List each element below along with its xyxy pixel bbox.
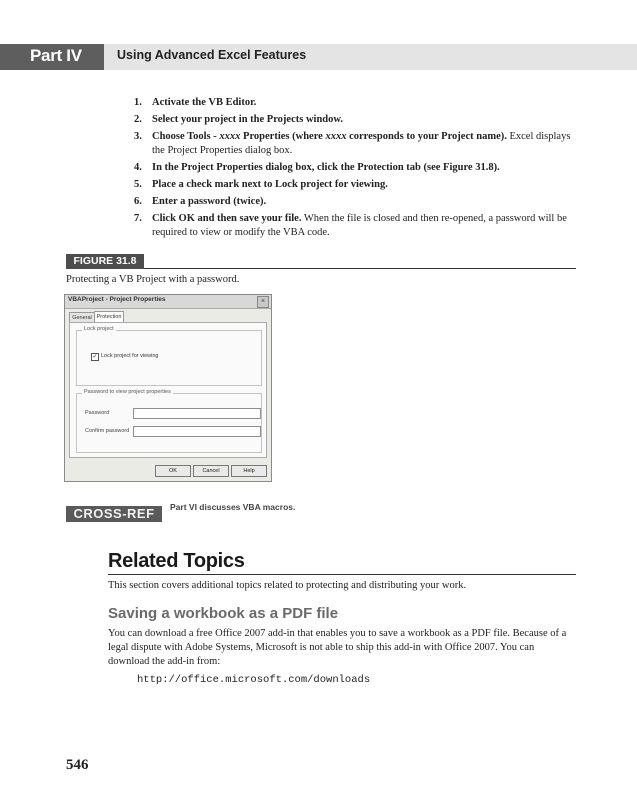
page-number: 546	[66, 757, 89, 773]
download-url: http://office.microsoft.com/downloads	[137, 674, 371, 686]
figure-caption: Protecting a VB Project with a password.	[66, 274, 240, 285]
dialog-title: VBAProject - Project Properties	[68, 296, 166, 303]
close-icon[interactable]: ×	[257, 296, 269, 308]
lock-project-group	[76, 326, 262, 386]
password-legend: Password to view project properties	[84, 389, 171, 395]
confirm-password-input[interactable]	[133, 426, 261, 437]
cancel-button[interactable]: Cancel	[193, 465, 229, 477]
password-group	[76, 389, 262, 453]
steps-list	[134, 96, 580, 243]
figure-label: FIGURE 31.8	[66, 254, 144, 269]
pdf-section-body: You can download a free Office 2007 add-in that enables you to save a workbook as a PDF file. Because of a legal dispute with Adobe Systems, Microsoft is not able to ship this add-in with Office 2007. You can download the add-in from:	[108, 628, 567, 667]
protection-panel	[69, 322, 267, 458]
tab-protection[interactable]: Protection	[94, 311, 124, 323]
step-item: 4. In the Project Properties dialog box, click the Protection tab (see Figure 31.8).	[134, 162, 500, 173]
related-topics-rule	[108, 574, 576, 575]
lock-project-legend: Lock project	[84, 326, 114, 332]
step-item: 2. Select your project in the Projects window.	[134, 114, 344, 125]
related-topics-heading: Related Topics	[108, 550, 245, 572]
step-item: 1. Activate the VB Editor.	[134, 97, 257, 108]
cross-ref-badge	[66, 506, 162, 522]
help-button[interactable]: Help	[231, 465, 267, 477]
ok-button[interactable]: OK	[155, 465, 191, 477]
pdf-section-heading: Saving a workbook as a PDF file	[108, 605, 339, 622]
chapter-title: Using Advanced Excel Features	[117, 48, 307, 62]
password-label: Password	[85, 410, 110, 416]
password-input[interactable]	[133, 408, 261, 419]
dialog-title-bar	[65, 295, 271, 309]
tab-general[interactable]: General	[69, 312, 95, 324]
cross-ref-badge-text: CROSS-REF	[73, 506, 155, 521]
step-item: 3. Choose Tools - xxxx Properties (where xxxx corresponds to your Project name). Excel displays the Project Properties dialog box.	[134, 131, 571, 156]
cross-ref-note: Part VI discusses VBA macros.	[170, 502, 296, 512]
project-properties-dialog	[64, 294, 272, 482]
step-item: 5. Place a check mark next to Lock project for viewing.	[134, 179, 388, 190]
confirm-password-label: Confirm password	[85, 428, 130, 434]
step-item: 7. Click OK and then save your file. When the file is closed and then re-opened, a password will be required to view or modify the VBA code.	[134, 213, 567, 238]
step-item: 6. Enter a password (twice).	[134, 196, 267, 207]
part-label: Part IV	[30, 46, 82, 65]
related-topics-intro: This section covers additional topics related to protecting and distributing your work.	[108, 580, 467, 591]
lock-project-checkbox[interactable]: ✓	[92, 354, 98, 360]
lock-project-label: Lock project for viewing	[101, 353, 159, 359]
